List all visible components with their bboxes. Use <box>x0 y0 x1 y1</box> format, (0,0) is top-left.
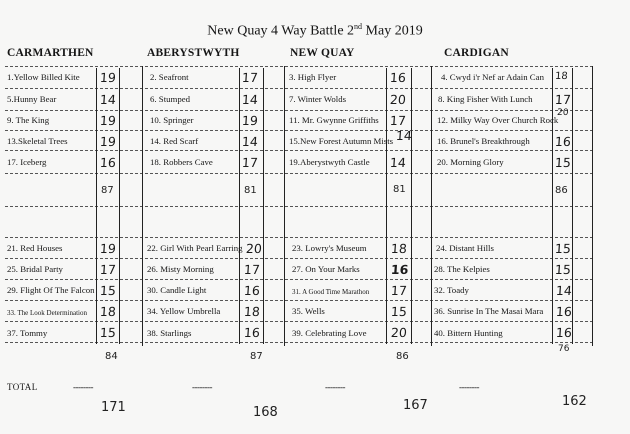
entry-title: 26. Misty Morning <box>147 264 214 274</box>
row-separator <box>5 342 593 343</box>
entry-score: 20 <box>390 325 408 340</box>
team-header-carmarthen: CARMARTHEN <box>7 47 94 59</box>
title-main: New Quay 4 Way Battle 2 <box>207 23 355 39</box>
entry-score: 16 <box>555 325 573 340</box>
entry-score: 14 <box>241 92 259 107</box>
entry-score: 17 <box>554 92 572 107</box>
entry-score: 16 <box>243 325 261 340</box>
row-separator <box>5 206 593 207</box>
entry-score: 16 <box>243 283 261 298</box>
entry-score: 15 <box>99 283 117 298</box>
entry-title: 6. Stumped <box>150 94 191 104</box>
entry-title: 19.Aberystwyth Castle <box>289 157 370 167</box>
entry-score: 15 <box>99 325 117 340</box>
entry-score: 16 <box>99 155 117 170</box>
entry-title: 15.New Forest Autumn Mists <box>289 136 394 146</box>
total-dashes: -------- <box>192 382 212 392</box>
row-separator <box>5 150 593 151</box>
entry-title: 23. Lowry's Museum <box>292 243 367 253</box>
entry-score: 15 <box>554 262 572 277</box>
entry-score: 15 <box>554 241 572 256</box>
row-separator <box>5 300 593 301</box>
entry-title: 12. Milky Way Over Church Rock <box>437 115 559 125</box>
total-dashes: -------- <box>459 382 479 392</box>
score-column-line <box>119 68 120 344</box>
entry-title: 38. Starlings <box>147 328 192 338</box>
entry-title: 2. Seafront <box>150 72 189 82</box>
entry-score: 15 <box>554 155 572 170</box>
entry-title: 34. Yellow Umbrella <box>147 306 221 316</box>
subtotal-second-half: 76 <box>558 344 570 354</box>
entry-title: 3. High Flyer <box>289 72 337 82</box>
subtotal-first-half: 86 <box>555 185 568 196</box>
score-column-line <box>96 68 97 344</box>
column-divider <box>592 66 593 346</box>
score-column-line <box>552 68 553 344</box>
entry-score: 18 <box>99 304 117 319</box>
team-header-aberystwyth: ABERYSTWYTH <box>147 47 240 59</box>
entry-score: 14 <box>395 128 413 143</box>
entry-title: 39. Celebrating Love <box>292 328 367 338</box>
entry-title: 31. A Good Time Marathon <box>292 288 370 296</box>
entry-score: 19 <box>99 113 117 128</box>
entry-score: 15 <box>390 304 408 319</box>
entry-title: 11. Mr. Gwynne Griffiths <box>289 115 379 125</box>
row-separator <box>5 173 593 174</box>
score-column-line <box>239 68 240 344</box>
title-sup: nd <box>354 22 363 31</box>
entry-title: 35. Wells <box>292 306 325 316</box>
entry-title: 22. Girl With Pearl Earring <box>147 243 243 253</box>
page-title <box>0 22 630 40</box>
title-rest: May 2019 <box>362 23 423 39</box>
subtotal-second-half: 84 <box>105 351 118 362</box>
entry-title: 4. Cwyd i'r Nef ar Adain Can <box>441 72 544 82</box>
entry-score: 17 <box>241 70 259 85</box>
entry-title: 20. Morning Glory <box>437 157 504 167</box>
entry-title: 8. King Fisher With Lunch <box>438 94 533 104</box>
entry-score: 17 <box>99 262 117 277</box>
entry-title: 5.Hunny Bear <box>7 94 57 104</box>
score-column-line <box>572 68 573 344</box>
entry-title: 24. Distant Hills <box>436 243 494 253</box>
entry-title: 17. Iceberg <box>7 157 47 167</box>
column-divider <box>142 66 143 346</box>
total-dashes: -------- <box>73 382 93 392</box>
entry-score: 19 <box>241 113 259 128</box>
entry-title: 16. Brunel's Breakthrough <box>437 136 530 146</box>
entry-title: 27. On Your Marks <box>292 264 360 274</box>
entry-score: 14 <box>99 92 117 107</box>
entry-score: 19 <box>99 241 117 256</box>
score-column-line <box>263 68 264 344</box>
row-separator <box>5 66 593 67</box>
entry-score: 17 <box>390 283 408 298</box>
entry-title: 9. The King <box>7 115 50 125</box>
score-column-line <box>411 68 412 344</box>
subtotal-second-half: 86 <box>396 351 409 362</box>
entry-score: 14 <box>241 134 259 149</box>
subtotal-first-half: 87 <box>101 185 114 196</box>
entry-title: 10. Springer <box>150 115 194 125</box>
entry-title: 13.Skeletal Trees <box>7 136 68 146</box>
row-separator <box>5 130 593 131</box>
entry-title: 14. Red Scarf <box>150 136 199 146</box>
row-separator <box>5 237 593 238</box>
entry-score: 20 <box>389 92 407 107</box>
entry-score: 18 <box>390 241 408 256</box>
entry-title: 40. Bittern Hunting <box>434 328 503 338</box>
score-column-line <box>386 68 387 344</box>
grand-total: 168 <box>253 405 278 420</box>
row-separator <box>5 110 593 111</box>
entry-title: 7. Winter Wolds <box>289 94 347 104</box>
row-separator <box>5 88 593 89</box>
entry-score: 18 <box>554 71 569 82</box>
total-label: TOTAL <box>7 382 38 392</box>
entry-score: 16 <box>390 262 409 277</box>
team-header-cardigan: CARDIGAN <box>444 47 509 59</box>
row-separator <box>5 258 593 259</box>
subtotal-first-half: 81 <box>393 184 406 195</box>
column-divider <box>284 66 285 346</box>
column-divider <box>431 66 432 346</box>
entry-title: 21. Red Houses <box>7 243 63 253</box>
entry-score: 14 <box>555 283 573 298</box>
entry-title: 28. The Kelpies <box>434 264 490 274</box>
subtotal-first-half: 81 <box>244 185 257 196</box>
total-dashes: -------- <box>325 382 345 392</box>
entry-score: 18 <box>243 304 261 319</box>
grand-total: 162 <box>562 394 587 409</box>
entry-score: 17 <box>389 113 407 128</box>
entry-score: 19 <box>99 70 117 85</box>
entry-title: 36. Sunrise In The Masai Mara <box>434 306 544 316</box>
row-separator <box>5 279 593 280</box>
entry-score: 20 <box>245 241 263 256</box>
entry-title: 30. Candle Light <box>147 285 207 295</box>
entry-score: 16 <box>389 70 407 85</box>
entry-score: 17 <box>243 262 261 277</box>
entry-title: 25. Bridal Party <box>7 264 63 274</box>
entry-score: 16 <box>554 134 572 149</box>
row-separator <box>5 321 593 322</box>
subtotal-second-half: 87 <box>250 351 263 362</box>
entry-title: 18. Robbers Cave <box>150 157 213 167</box>
entry-score: 17 <box>241 155 259 170</box>
entry-title: 29. Flight Of The Falcon <box>7 285 95 295</box>
entry-title: 37. Tommy <box>7 328 48 338</box>
entry-score: 20 <box>556 108 569 118</box>
grand-total: 167 <box>403 398 428 413</box>
entry-score: 19 <box>99 134 117 149</box>
entry-score: 16 <box>555 304 573 319</box>
entry-title: 33. The Look Determination <box>7 309 87 317</box>
entry-score: 14 <box>389 155 407 170</box>
team-header-new-quay: NEW QUAY <box>290 47 355 59</box>
entry-title: 1.Yellow Billed Kite <box>7 72 80 82</box>
grand-total: 171 <box>101 400 126 415</box>
entry-title: 32. Toady <box>434 285 469 295</box>
